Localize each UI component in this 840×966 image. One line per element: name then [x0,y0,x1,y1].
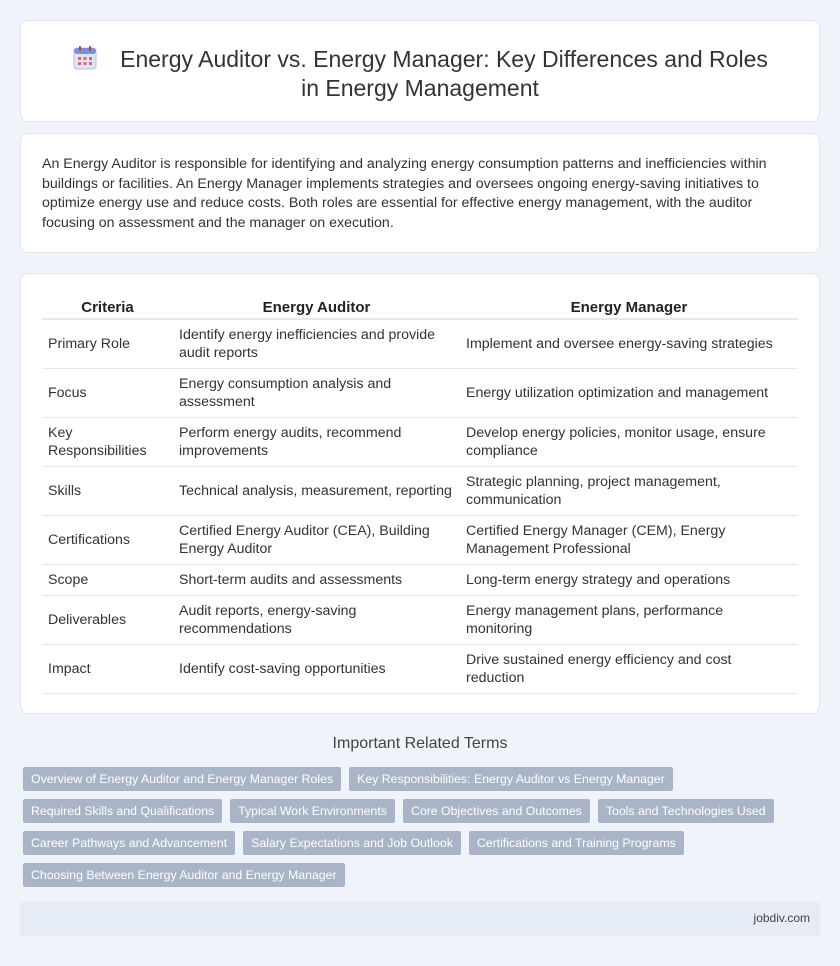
cell-criteria: Focus [42,369,173,418]
cell-criteria: Impact [42,645,173,694]
related-tag[interactable]: Typical Work Environments [230,799,395,823]
cell-manager: Implement and oversee energy-saving strategies [460,320,798,369]
cell-criteria: Scope [42,565,173,596]
cell-manager: Drive sustained energy efficiency and cost reduction [460,645,798,694]
cell-manager: Certified Energy Manager (CEM), Energy Management Professional [460,516,798,565]
cell-auditor: Certified Energy Auditor (CEA), Building Energy Auditor [173,516,460,565]
cell-auditor: Technical analysis, measurement, reporting [173,467,460,516]
header-criteria: Criteria [42,294,173,320]
related-tag[interactable]: Core Objectives and Outcomes [403,799,590,823]
page-title-text: Energy Auditor vs. Energy Manager: Key Differences and Roles in Energy Management [120,46,768,101]
table-header-row [42,294,798,320]
table-row [42,467,798,516]
table-row [42,516,798,565]
related-tag[interactable]: Certifications and Training Programs [469,831,684,855]
cell-criteria: Skills [42,467,173,516]
table-row [42,320,798,369]
cell-auditor: Perform energy audits, recommend improvements [173,418,460,467]
cell-auditor: Identify cost-saving opportunities [173,645,460,694]
header-energy-auditor: Energy Auditor [173,294,460,320]
cell-auditor: Identify energy inefficiencies and provide audit reports [173,320,460,369]
cell-criteria: Key Responsibilities [42,418,173,467]
footer [20,902,820,936]
cell-auditor: Short-term audits and assessments [173,565,460,596]
cell-criteria: Deliverables [42,596,173,645]
related-tag[interactable]: Tools and Technologies Used [598,799,774,823]
related-tag[interactable]: Overview of Energy Auditor and Energy Manager Roles [23,767,341,791]
related-terms-tags [23,767,803,895]
intro-paragraph: An Energy Auditor is responsible for identifying and analyzing energy consumption patterns and inefficiencies within buildings or facilities. An Energy Manager implements strategies and oversees ongoing energy-saving initiatives to optimize energy use and reduce costs. Both roles are essential for effective energy management, with the auditor focusing on assessment and the manager on execution. [42,156,767,231]
table-row [42,418,798,467]
cell-manager: Energy management plans, performance monitoring [460,596,798,645]
cell-manager: Energy utilization optimization and management [460,369,798,418]
table-row [42,369,798,418]
related-tag[interactable]: Choosing Between Energy Auditor and Energy Manager [23,863,345,887]
related-tag[interactable]: Salary Expectations and Job Outlook [243,831,461,855]
related-tag[interactable]: Career Pathways and Advancement [23,831,235,855]
comparison-table-card [20,273,820,714]
comparison-table [42,294,798,694]
page-title [61,45,779,103]
cell-manager: Long-term energy strategy and operations [460,565,798,596]
cell-criteria: Primary Role [42,320,173,369]
footer-site-link[interactable]: jobdiv.com [753,911,810,925]
cell-manager: Strategic planning, project management, communication [460,467,798,516]
cell-criteria: Certifications [42,516,173,565]
related-tag[interactable]: Required Skills and Qualifications [23,799,222,823]
table-row [42,596,798,645]
header-card [20,20,820,122]
calendar-icon [72,45,98,71]
intro-card [20,133,820,253]
related-tag[interactable]: Key Responsibilities: Energy Auditor vs Energy Manager [349,767,673,791]
cell-auditor: Energy consumption analysis and assessment [173,369,460,418]
cell-manager: Develop energy policies, monitor usage, ensure compliance [460,418,798,467]
cell-auditor: Audit reports, energy-saving recommendations [173,596,460,645]
related-terms-heading: Important Related Terms [332,735,508,752]
header-energy-manager: Energy Manager [460,294,798,320]
table-row [42,645,798,694]
table-row [42,565,798,596]
